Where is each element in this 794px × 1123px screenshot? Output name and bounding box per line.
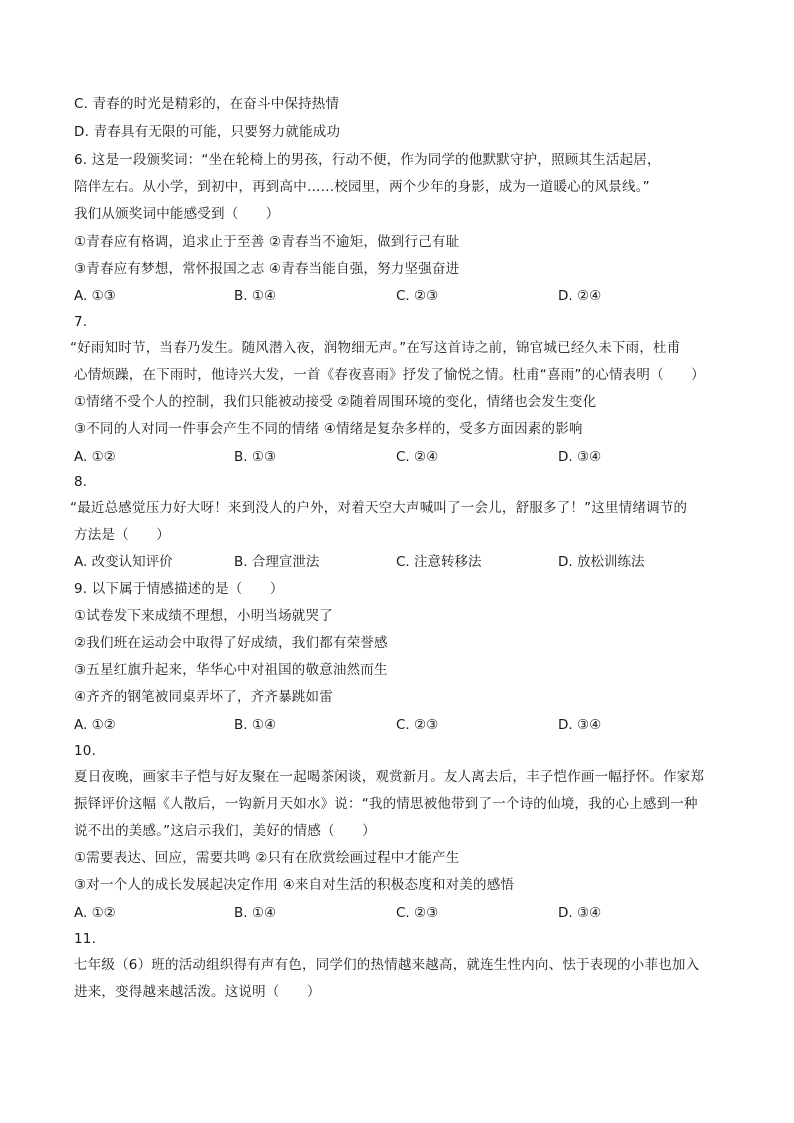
- q9-option-d: D. ③④: [558, 717, 602, 733]
- q6-option-d: D. ②④: [558, 288, 602, 304]
- q10-number: 10.: [74, 743, 97, 759]
- q5-option-c: C. 青春的时光是精彩的，在奋斗中保持热情: [74, 96, 340, 112]
- q8-option-a: A. 改变认知评价: [74, 554, 173, 570]
- q8-number: 8.: [74, 474, 88, 490]
- q6-option-b: B. ①④: [234, 288, 277, 304]
- q9-statement-1: ①试卷发下来成绩不理想，小明当场就哭了: [74, 608, 333, 624]
- q6-statement-1: ①青春应有格调，追求止于至善 ②青春当不逾矩，做到行己有耻: [74, 234, 460, 250]
- q6-stem-line-3: 我们从颁奖词中能感受到（ ）: [74, 206, 280, 222]
- q7-option-a: A. ①②: [74, 449, 116, 465]
- q9-statement-3: ③五星红旗升起来，华华心中对祖国的敬意油然而生: [74, 662, 388, 678]
- q9-option-a: A. ①②: [74, 717, 116, 733]
- q8-stem-line-1: “最近总感觉压力好大呀！来到没人的户外，对着天空大声喊叫了一会儿，舒服多了！”这里情绪调节的: [70, 500, 688, 516]
- q9-option-c: C. ②③: [396, 717, 439, 733]
- q10-option-b: B. ①④: [234, 905, 277, 921]
- q7-stem-line-1: “好雨知时节，当春乃发生。随风潜入夜，润物细无声。”在写这首诗之前，锦官城已经久未下雨，杜甫: [70, 340, 681, 356]
- q9-option-b: B. ①④: [234, 717, 277, 733]
- q9-statement-2: ②我们班在运动会中取得了好成绩，我们都有荣誉感: [74, 635, 388, 651]
- q7-statement-1: ①情绪不受个人的控制，我们只能被动接受 ②随着周围环境的变化，情绪也会发生变化: [74, 394, 597, 410]
- q8-stem-line-2: 方法是（ ）: [74, 527, 170, 543]
- q10-statement-1: ①需要表达、回应，需要共鸣 ②只有在欣赏绘画过程中才能产生: [74, 850, 460, 866]
- q11-stem-line-1: 七年级（6）班的活动组织得有声有色，同学们的热情越来越高，就连生性内向、怯于表现的小菲也加入: [74, 957, 700, 973]
- q7-stem-line-2: 心情烦躁，在下雨时，他诗兴大发，一首《春夜喜雨》抒发了愉悦之情。杜甫“喜雨”的心情表明（ ）: [74, 367, 705, 383]
- q8-option-c: C. 注意转移法: [396, 554, 482, 570]
- q6-option-c: C. ②③: [396, 288, 439, 304]
- q7-statement-2: ③不同的人对同一件事会产生不同的情绪 ④情绪是复杂多样的，受多方面因素的影响: [74, 421, 583, 437]
- q7-option-c: C. ②④: [396, 449, 439, 465]
- q10-stem-line-2: 振铎评价这幅《人散后，一钩新月天如水》说：“我的情思被他带到了一个诗的仙境，我的心上感到一种: [74, 796, 698, 812]
- q8-option-b: B. 合理宣泄法: [234, 554, 320, 570]
- q10-option-c: C. ②③: [396, 905, 439, 921]
- q9-stem: 9. 以下属于情感描述的是（ ）: [74, 581, 284, 597]
- q10-stem-line-3: 说不出的美感。”这启示我们，美好的情感（ ）: [74, 823, 376, 839]
- q6-statement-2: ③青春应有梦想，常怀报国之志 ④青春当能自强，努力坚强奋进: [74, 261, 460, 277]
- q10-statement-2: ③对一个人的成长发展起决定作用 ④来自对生活的积极态度和对美的感悟: [74, 877, 515, 893]
- q10-option-a: A. ①②: [74, 905, 116, 921]
- q11-stem-line-2: 进来，变得越来越活泼。这说明（ ）: [74, 984, 321, 1000]
- q5-option-d: D. 青春具有无限的可能，只要努力就能成功: [74, 124, 341, 140]
- q7-option-b: B. ①③: [234, 449, 277, 465]
- q6-stem-line-1: 6. 这是一段颁奖词：“坐在轮椅上的男孩，行动不便，作为同学的他默默守护，照顾其生活起居，: [74, 152, 661, 168]
- q6-stem-line-2: 陪伴左右。从小学，到初中，再到高中……校园里，两个少年的身影，成为一道暖心的风景线。”: [74, 179, 650, 195]
- q7-number: 7.: [74, 314, 88, 330]
- q11-number: 11.: [74, 931, 97, 947]
- q10-stem-line-1: 夏日夜晚，画家丰子恺与好友聚在一起喝茶闲谈，观赏新月。友人离去后，丰子恺作画一幅抒怀。作家郑: [74, 769, 705, 785]
- q8-option-d: D. 放松训练法: [558, 554, 645, 570]
- q7-option-d: D. ③④: [558, 449, 602, 465]
- q6-option-a: A. ①③: [74, 288, 116, 304]
- q10-option-d: D. ③④: [558, 905, 602, 921]
- q9-statement-4: ④齐齐的钢笔被同桌弄坏了，齐齐暴跳如雷: [74, 689, 333, 705]
